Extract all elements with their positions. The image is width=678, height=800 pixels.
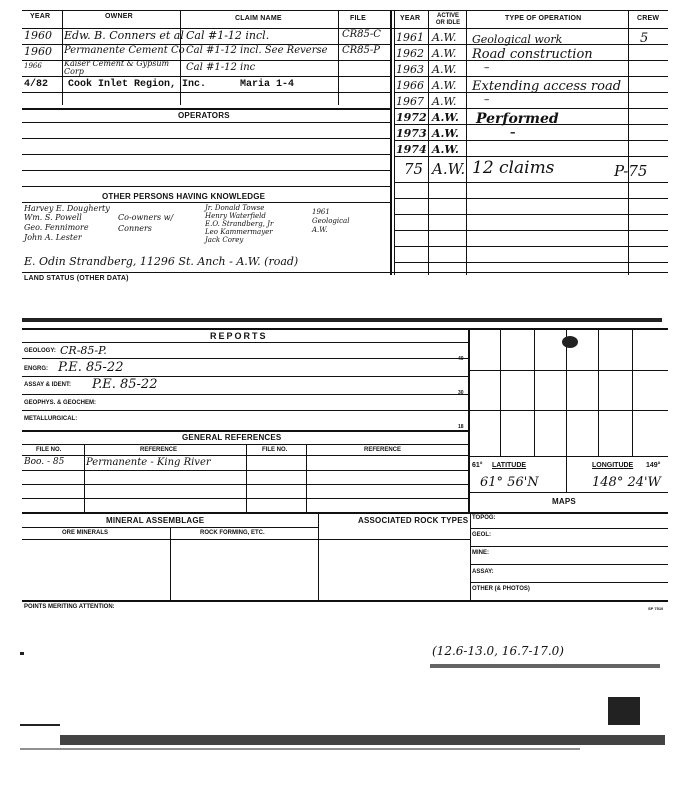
col-sep — [84, 444, 85, 512]
col-sep — [428, 10, 429, 275]
op-row-line — [394, 140, 668, 141]
col-sep — [628, 10, 629, 275]
op-type: Road construction — [472, 47, 593, 62]
row-line — [470, 528, 668, 529]
row-line — [22, 342, 470, 343]
op-status: A.W. — [432, 111, 459, 124]
map-grid-line — [470, 410, 668, 411]
op-status: A.W. — [432, 160, 466, 178]
land-status-label: LAND STATUS (OTHER DATA) — [24, 275, 129, 282]
engrg-value: P.E. 85-22 — [58, 360, 124, 375]
gr-col-file2: FILE NO. — [262, 447, 288, 453]
points-meriting: POINTS MERITING ATTENTION: — [24, 604, 115, 610]
col-sep — [246, 444, 247, 512]
geology-value: CR-85-P. — [60, 344, 107, 357]
owner-row-claim: Cal #1-12 inc — [186, 62, 256, 73]
assoc-rock-title: ASSOCIATED ROCK TYPES — [358, 516, 469, 525]
op-status: A.W. — [432, 31, 457, 44]
scan-band — [430, 664, 660, 668]
other-person-8: Leo Kammermayer — [205, 228, 273, 236]
owner-row-claim: Cal #1-12 incl. — [186, 29, 270, 42]
owner-row-claim: Cal #1-12 incl. See Reverse — [186, 45, 328, 56]
op-year: 1972 — [396, 111, 427, 124]
scan-band — [20, 748, 580, 750]
map-grid-line — [598, 330, 599, 456]
op-crew: P-75 — [614, 162, 648, 180]
row-line — [22, 498, 470, 499]
op-status: A.W. — [432, 127, 459, 140]
col-sep — [318, 512, 319, 600]
engrg-label: ENGRG: — [24, 366, 48, 372]
scan-band — [60, 735, 665, 745]
row-line — [470, 564, 668, 565]
reports-right-border — [468, 328, 470, 513]
header-underline-right — [392, 28, 668, 29]
bottom-note: (12.6-13.0, 16.7-17.0) — [432, 644, 564, 658]
op-year: 1961 — [396, 31, 424, 44]
op-status: A.W. — [432, 47, 457, 60]
owner-row-year: 4/82 — [24, 79, 49, 90]
op-year: 1973 — [396, 127, 427, 140]
margin-num: 18 — [458, 424, 464, 430]
gr-col-ref2: REFERENCE — [364, 447, 402, 453]
map-grid-line — [632, 330, 633, 456]
row-line — [22, 484, 470, 485]
op-status: A.W. — [432, 143, 459, 156]
maps-topog: TOPOG: — [472, 515, 496, 521]
row-line — [22, 376, 470, 377]
col-sep — [566, 456, 567, 492]
op-year: 1974 — [396, 143, 427, 156]
row-line — [22, 76, 390, 77]
row-line — [22, 92, 390, 93]
assay-value: P.E. 85-22 — [92, 377, 158, 392]
other-person-4: John A. Lester — [24, 233, 82, 242]
top-border-left — [22, 10, 392, 11]
rock-forming: ROCK FORMING, ETC. — [200, 530, 265, 536]
other-person-last: E. Odin Strandberg, 11296 St. Anch - A.W. (road) — [24, 255, 299, 268]
header-file: FILE — [350, 15, 366, 22]
lat-prefix: 61° — [472, 462, 483, 469]
margin-num: 30 — [458, 390, 464, 396]
owner-row-owner: Permanente Cement Co — [64, 45, 185, 56]
row-line — [22, 430, 470, 432]
col-sep — [466, 10, 467, 275]
gr-col-file: FILE NO. — [36, 447, 62, 453]
general-refs-title: GENERAL REFERENCES — [182, 433, 282, 442]
op-year: 1962 — [396, 47, 424, 60]
co-owners-label: Co-owners w/ Conners — [118, 213, 174, 233]
op-type: – — [484, 61, 490, 74]
op-row-line — [394, 182, 668, 183]
mineral-title: MINERAL ASSEMBLAGE — [106, 516, 205, 525]
owner-row-year: 1960 — [24, 29, 52, 42]
longitude-label: LONGITUDE — [592, 462, 634, 469]
longitude-value: 148° 24'W — [592, 475, 661, 490]
reports-title: REPORTS — [210, 331, 268, 341]
row-line — [22, 539, 470, 540]
op-type: Extending access road — [472, 79, 622, 94]
other-person-5: Jr. Donald Towse — [205, 204, 265, 212]
geological-note: 1961 Geological A.W. — [312, 208, 350, 234]
op-type: – — [484, 93, 490, 106]
map-mark — [562, 336, 578, 348]
scan-band — [22, 318, 662, 322]
op-status: A.W. — [432, 95, 457, 108]
row-line — [22, 170, 390, 171]
col-sep — [338, 10, 339, 105]
gr-row-ref: Permanente - King River — [86, 457, 211, 468]
other-persons-header: OTHER PERSONS HAVING KNOWLEDGE — [102, 192, 266, 201]
owner-row-claim: Maria 1-4 — [240, 79, 295, 90]
op-row-line — [394, 198, 668, 199]
row-line — [22, 122, 390, 123]
geophys-label: GEOPHYS. & GEOCHEM: — [24, 400, 97, 406]
op-row-line — [394, 230, 668, 231]
other-person-9: Jack Corey — [205, 236, 244, 244]
operators-line — [22, 108, 390, 110]
header-active-idle: ACTIVE OR IDLE — [435, 13, 461, 26]
header-year-2: YEAR — [400, 15, 421, 22]
op-type: Geological work — [472, 33, 563, 46]
col-sep — [306, 444, 307, 512]
row-line — [22, 202, 390, 203]
owner-row-year: 1960 — [24, 45, 52, 58]
map-grid-line — [500, 330, 501, 456]
reports-top-line — [22, 328, 668, 330]
op-status: A.W. — [432, 79, 457, 92]
op-row-line — [394, 246, 668, 247]
op-row-line — [394, 214, 668, 215]
map-grid-line — [566, 330, 567, 456]
top-border-right — [392, 10, 668, 11]
op-year: 1963 — [396, 63, 424, 76]
op-year: 1967 — [396, 95, 424, 108]
row-line — [22, 138, 390, 139]
op-type: 12 claims — [472, 158, 555, 178]
col-sep-main — [390, 10, 392, 275]
op-row-line — [394, 262, 668, 263]
row-line — [470, 582, 668, 583]
other-person-6: Henry Waterfield — [205, 212, 266, 220]
margin-num: 40 — [458, 356, 464, 362]
scan-speck — [20, 652, 24, 655]
op-status: A.W. — [432, 63, 457, 76]
latitude-label: LATITUDE — [492, 462, 527, 469]
row-line — [22, 470, 470, 471]
owner-row-year: 1966 — [24, 62, 42, 70]
row-line — [22, 394, 470, 395]
other-person-2: Wm. S. Powell — [24, 213, 82, 222]
op-year: 75 — [404, 160, 424, 178]
operators-header: OPERATORS — [178, 111, 230, 120]
header-type-operation: TYPE OF OPERATION — [505, 15, 582, 22]
row-line — [22, 512, 668, 514]
owner-row-file: CR85-C — [342, 29, 381, 40]
maps-geol: GEOL: — [472, 532, 491, 538]
header-year: YEAR — [30, 13, 51, 20]
header-claim-name: CLAIM NAME — [235, 15, 282, 22]
row-line — [470, 546, 668, 547]
op-row-line — [394, 108, 668, 109]
row-line — [22, 600, 668, 602]
op-year: 1966 — [396, 79, 424, 92]
row-line — [22, 154, 390, 155]
owner-row-file: CR85-P — [342, 45, 381, 56]
assay-label: ASSAY & IDENT: — [24, 382, 72, 388]
geology-label: GEOLOGY: — [24, 348, 56, 354]
scan-block — [608, 697, 640, 725]
header-owner: OWNER — [105, 13, 133, 20]
lon-suffix: 149° — [646, 462, 661, 469]
col-sep — [180, 10, 181, 105]
maps-other: OTHER (& PHOTOS) — [472, 586, 530, 592]
col-sep-main2 — [394, 10, 395, 275]
col-sep — [62, 10, 63, 105]
latitude-value: 61° 56'N — [480, 475, 539, 490]
row-line — [22, 358, 470, 359]
gr-col-ref: REFERENCE — [140, 447, 178, 453]
op-type: Performed — [476, 111, 559, 127]
row-line — [22, 186, 390, 187]
op-crew: 5 — [640, 31, 649, 46]
maps-assay: ASSAY: — [472, 569, 494, 575]
row-line — [470, 492, 668, 493]
owner-row-owner: Edw. B. Conners et al — [64, 29, 184, 42]
other-person-7: E.O. Strandberg, Jr — [205, 220, 274, 228]
op-type: – — [510, 126, 516, 139]
map-grid-line — [470, 370, 668, 371]
op-row-line — [394, 76, 668, 77]
row-line — [22, 410, 470, 411]
maps-mine: MINE: — [472, 550, 489, 556]
owner-row-owner: Kaiser Cement & Gypsum Corp — [64, 59, 170, 76]
scan-band — [20, 724, 60, 726]
ore-minerals: ORE MINERALS — [62, 530, 109, 536]
owner-row-owner: Cook Inlet Region, Inc. — [68, 79, 207, 90]
maps-title: MAPS — [552, 497, 576, 506]
gr-row-file: Boo. - 85 — [24, 457, 65, 467]
map-grid-line — [534, 330, 535, 456]
other-person-1: Harvey E. Dougherty — [24, 204, 110, 213]
other-person-3: Geo. Fennimore — [24, 223, 89, 232]
op-row-line — [394, 156, 668, 157]
header-crew: CREW — [637, 15, 660, 22]
col-sep — [170, 527, 171, 600]
metallurgical-label: METALLURGICAL: — [24, 416, 78, 422]
form-number: SP 7510 — [648, 606, 664, 611]
row-line — [22, 272, 668, 273]
col-sep — [470, 512, 471, 600]
map-grid-line — [470, 456, 668, 457]
